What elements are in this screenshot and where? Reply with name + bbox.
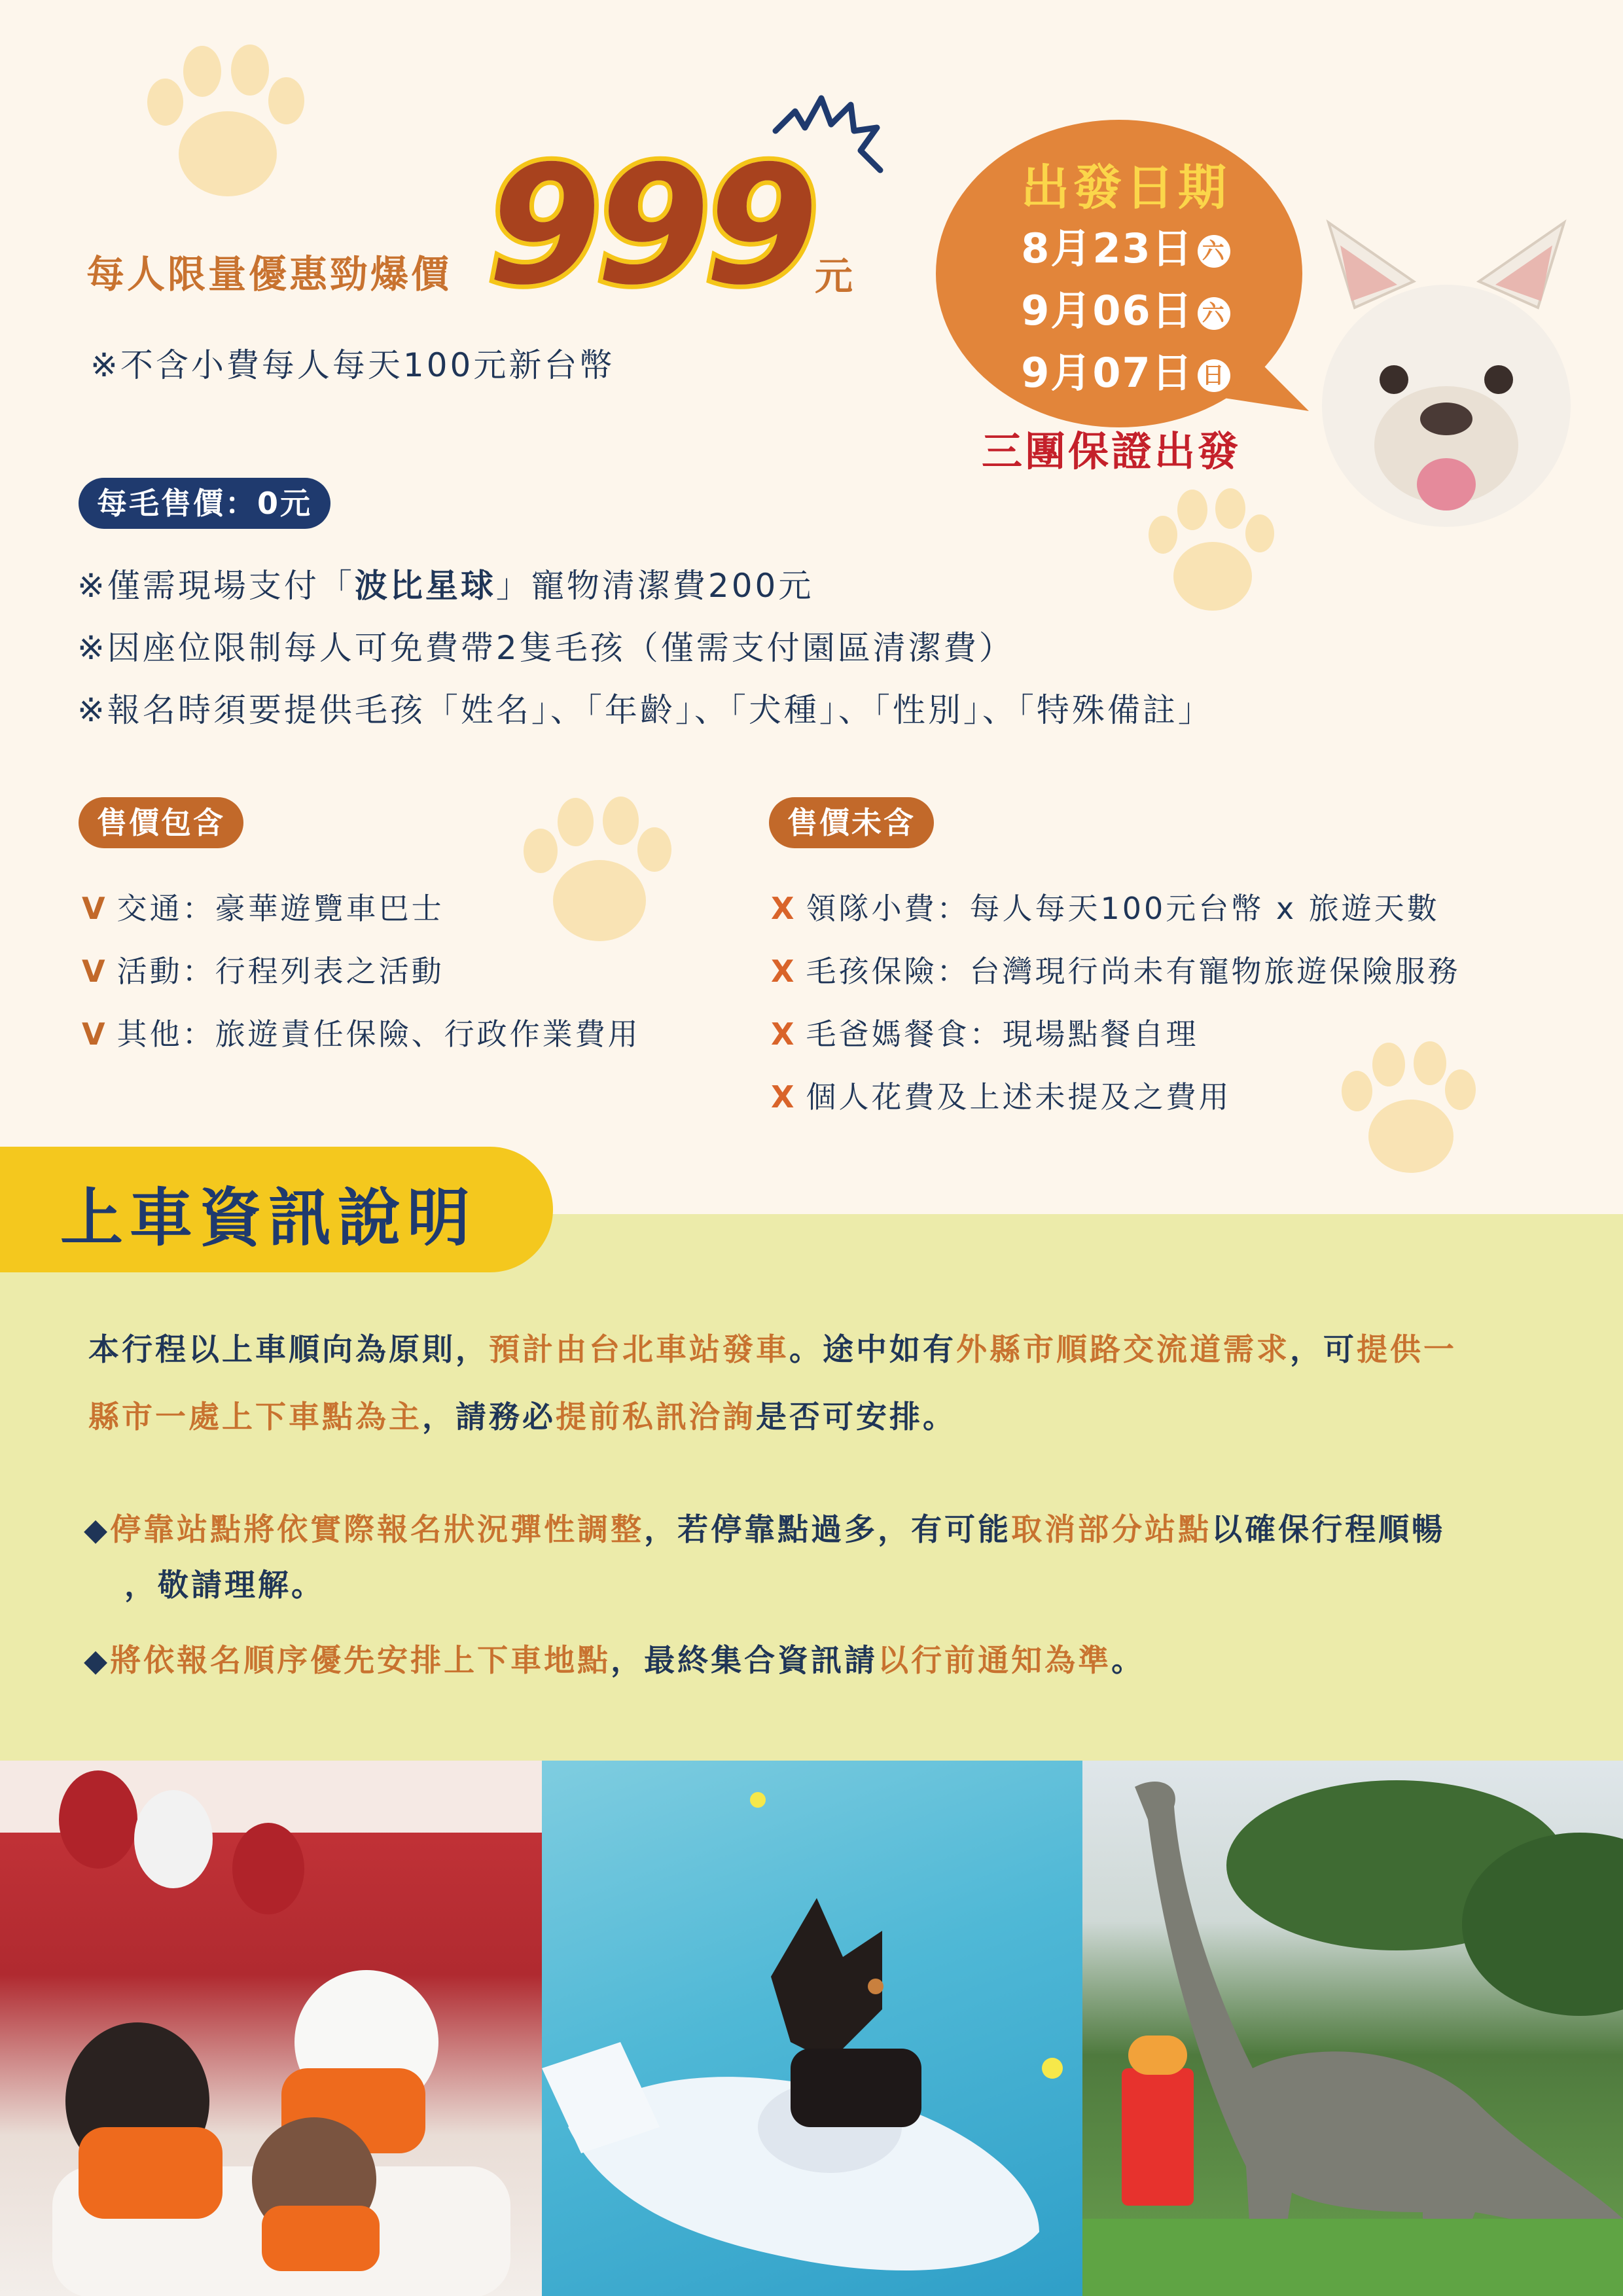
included-item-text: 活動：行程列表之活動 [116,954,444,989]
body-text: ◆ [84,1643,111,1679]
boarding-bullet-2 [84,1636,1145,1680]
excluded-item [771,948,1460,991]
body-text: ◆ [84,1512,111,1548]
price-label: 每人限量優惠勁爆價 [86,252,452,296]
departure-date-1 [942,216,1309,274]
french-bulldog-icon [1315,209,1577,537]
fee-text: ※因座位限制每人可免費帶2隻毛孩（僅需支付園區清潔費） [77,629,1014,667]
included-item [82,1011,641,1054]
body-text: 本行程以上車順向為原則， [88,1332,489,1368]
highlight-text: 以行前通知為準 [878,1643,1112,1679]
highlight-text: 外縣市順路交流道需求 [956,1332,1290,1368]
boarding-paragraph-line-2 [88,1393,956,1437]
highlight-text: 縣市一處上下車點為主 [88,1399,422,1435]
body-text: ，若停靠點過多，有可能 [644,1512,1012,1548]
dogs-in-costumes-illustration [0,1761,542,2296]
boarding-bullet-1-line-1 [84,1505,1445,1549]
body-text: ，最終集合資訊請 [611,1643,878,1679]
fee-text: 」寵物清潔費200元 [495,567,814,605]
body-text: ，可 [1290,1332,1357,1368]
fee-text-bold: 波比星球 [354,567,496,605]
boarding-paragraph-line-1 [88,1325,1457,1369]
pet-fee-line-3 [77,684,1213,731]
highlight-text: 提前私訊洽詢 [556,1399,756,1435]
doberman-swimming-illustration [542,1761,1082,2296]
cross-icon: X [771,954,797,989]
price-unit: 元 [815,254,853,298]
included-item [82,885,444,928]
pet-fee-line-1 [77,560,813,607]
boarding-section-title: 上車資訊說明 [60,1181,476,1255]
dogs-in-costumes-photo [0,1761,542,2296]
excluded-item [771,1011,1198,1054]
date-text: 8月23日 [1021,224,1194,272]
included-item [82,948,444,991]
excluded-item-text: 個人花費及上述未提及之費用 [806,1079,1232,1115]
excluded-item-text: 領隊小費：每人每天100元台幣 x 旅遊天數 [806,891,1440,926]
pet-fee-line-2 [77,622,1014,669]
body-text: ，請務必 [422,1399,556,1435]
price-amount: 999 [488,130,813,321]
doberman-swimming-photo [542,1761,1082,2296]
fee-text: ※僅需現場支付「 [77,567,355,605]
body-text: 。途中如有 [789,1332,956,1368]
included-item-text: 其他：旅遊責任保險、行政作業費用 [116,1016,641,1052]
cross-icon: X [771,1016,797,1052]
highlight-text: 取消部分站點 [1011,1512,1212,1548]
body-text: 以確保行程順暢 [1211,1512,1446,1548]
included-item-text: 交通：豪華遊覽車巴士 [116,891,444,926]
body-text: 。 [1111,1643,1145,1679]
weekday-badge: 日 [1198,359,1230,392]
check-icon: V [82,1016,108,1052]
highlight-text: 將依報名順序優先安排上下車地點 [110,1643,611,1679]
paw-print-icon [1149,484,1273,615]
guarantee-text: 三團保證出發 [982,427,1241,475]
weekday-badge: 六 [1198,297,1230,330]
weekday-badge: 六 [1198,235,1230,268]
fee-text: ※報名時須要提供毛孩「姓名」、「年齡」、「犬種」、「性別」、「特殊備註」 [77,691,1213,729]
departure-date-2 [942,278,1309,336]
dinosaur-park-illustration [1082,1761,1623,2296]
included-badge: 售價包含 [79,797,243,848]
check-icon: V [82,954,108,989]
excluded-item-text: 毛孩保險：台灣現行尚未有寵物旅遊保險服務 [806,954,1461,989]
departure-date-3 [942,340,1309,399]
check-icon: V [82,891,108,926]
excluded-badge: 售價未含 [769,797,934,848]
excluded-item-text: 毛爸媽餐食：現場點餐自理 [806,1016,1199,1052]
burst-doodle-icon [769,92,893,196]
highlight-text: 提供一 [1357,1332,1457,1368]
excluded-item [771,885,1440,928]
pet-fee-badge: 每毛售價：0元 [79,478,330,529]
cross-icon: X [771,1079,797,1115]
date-text: 9月07日 [1021,349,1194,397]
dinosaur-park-photo [1082,1761,1623,2296]
price-note: ※不含小費每人每天100元新台幣 [90,346,615,384]
paw-print-icon [147,39,304,203]
excluded-item [771,1073,1231,1117]
cross-icon: X [771,891,797,926]
boarding-bullet-1-line-2: ，敬請理解。 [124,1568,325,1604]
body-text: 是否可安排。 [756,1399,956,1435]
paw-print-icon [524,792,671,946]
highlight-text: 停靠站點將依實際報名狀況彈性調整 [110,1512,645,1548]
date-text: 9月06日 [1021,287,1194,334]
paw-print-icon [1342,1037,1476,1178]
highlight-text: 預計由台北車站發車 [489,1332,789,1368]
departure-title: 出發日期 [1021,160,1230,216]
